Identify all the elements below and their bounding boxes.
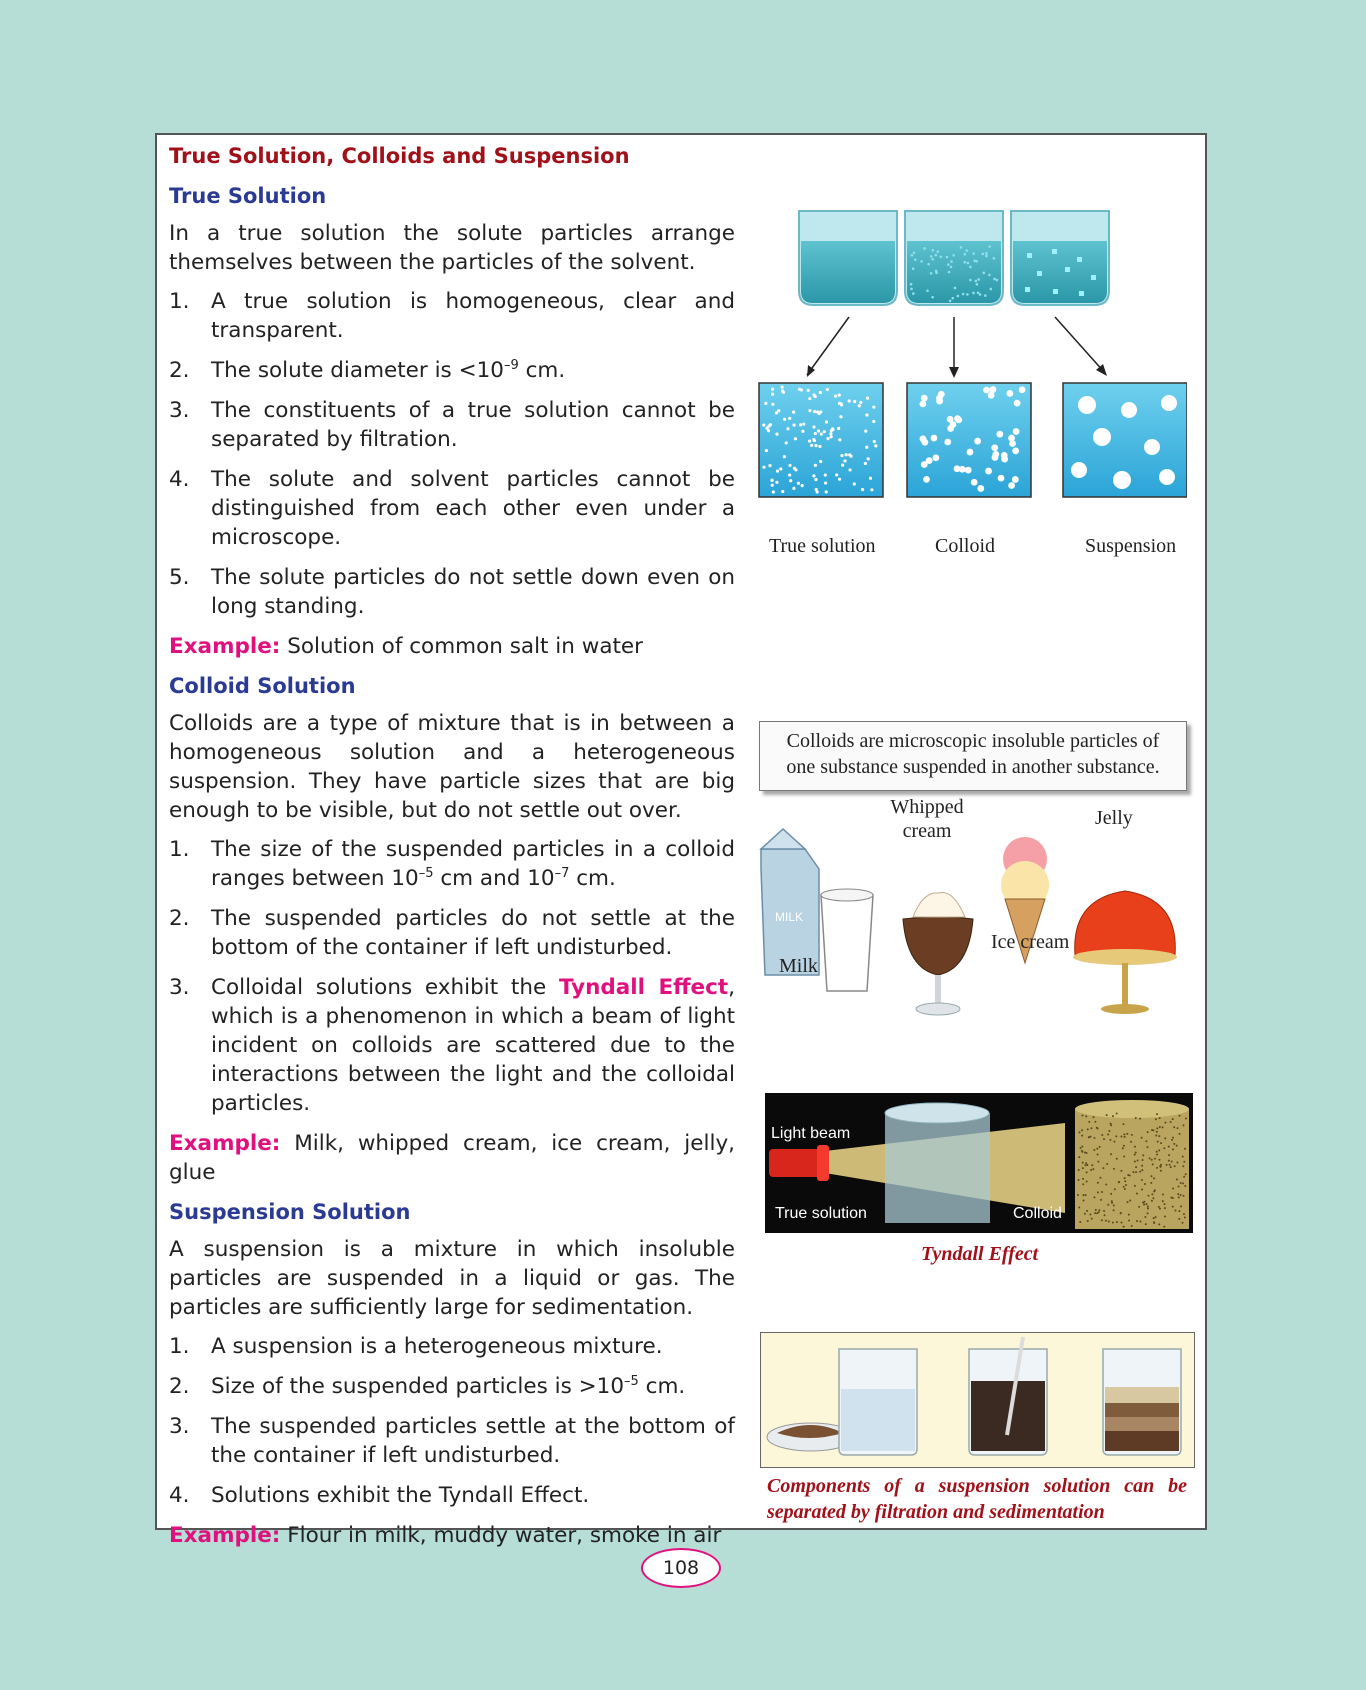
true-solution-micro bbox=[759, 383, 883, 497]
suspension-heading: Suspension Solution bbox=[169, 1200, 411, 1224]
whipped-cream-icon bbox=[903, 893, 973, 1016]
list-item: 1. A true solution is homogeneous, clear and transparent. bbox=[169, 289, 735, 343]
suspension-example: Example: Flour in milk, muddy water, smoke in air bbox=[169, 1523, 722, 1548]
label-ice-cream: Ice cream bbox=[991, 931, 1070, 953]
colloid-example: Example: Milk, whipped cream, ice cream, jelly, glue bbox=[169, 1131, 735, 1185]
list-item: 5. The solute particles do not settle down even on long standing. bbox=[169, 565, 735, 619]
label-suspension: Suspension bbox=[1085, 535, 1177, 557]
colloid-definition-callout: Colloids are microscopic insoluble particles of one substance suspended in another substance. bbox=[759, 721, 1187, 791]
suspension-separation-figure bbox=[760, 1332, 1195, 1468]
label-colloid: Colloid bbox=[935, 535, 996, 557]
jelly-icon bbox=[1073, 891, 1177, 1014]
list-item: 3. Colloidal solutions exhibit the Tyndall Effect, which is a phenomenon in which a beam of light incident on colloids are scattered due to the interactions between the light and the colloidal particles. bbox=[169, 975, 735, 1116]
true-solution-intro: In a true solution the solute particles arrange themselves between the particles of the solvent. bbox=[169, 221, 735, 275]
tyndall-colloid-label: Colloid bbox=[1013, 1205, 1062, 1222]
page-number: 108 bbox=[641, 1548, 721, 1588]
list-item: 4. The solute and solvent particles cannot be distinguished from each other even under a microscope. bbox=[169, 467, 735, 550]
tyndall-effect-figure bbox=[765, 1093, 1193, 1233]
suspension-intro: A suspension is a mixture in which insoluble particles are suspended in a liquid or gas. The particles are sufficiently large for sedimentation. bbox=[169, 1237, 735, 1320]
list-item: 3. The suspended particles settle at the bottom of the container if left undisturbed. bbox=[169, 1414, 735, 1468]
tyndall-caption: Tyndall Effect bbox=[921, 1243, 1039, 1265]
list-item: 2. Size of the suspended particles is $>10^{-5}$ cm. bbox=[169, 1373, 686, 1399]
label-true-solution: True solution bbox=[769, 535, 876, 557]
list-item: 1. The size of the suspended particles in a colloid ranges between $10^{-5}$ cm and $10^{-7}$ cm. bbox=[169, 837, 735, 891]
colloid-heading: Colloid Solution bbox=[169, 674, 356, 698]
beaker-true bbox=[799, 211, 897, 305]
list-item: 2. The solute diameter is $<10^{-9}$ cm. bbox=[169, 357, 566, 383]
tyndall-light-beam-label: Light beam bbox=[771, 1125, 851, 1142]
suspension-caption: Components of a suspension solution can be separated by filtration and sedimentation bbox=[767, 1475, 1187, 1523]
beaker-colloid bbox=[905, 211, 1003, 305]
milk-carton-icon bbox=[761, 829, 819, 975]
colloid-intro: Colloids are a type of mixture that is in between a homogeneous solution and a heterogeneous suspension. They have particle sizes that are big enough to be visible, but do not settle out over. bbox=[169, 711, 735, 823]
true-solution-points bbox=[169, 287, 735, 621]
label-jelly: Jelly bbox=[1095, 807, 1133, 829]
label-milk: Milk bbox=[779, 955, 818, 977]
page-title: True Solution, Colloids and Suspension bbox=[169, 144, 630, 168]
beakers-figure bbox=[757, 205, 1187, 505]
milk-glass-icon bbox=[821, 889, 873, 991]
suspension-points bbox=[169, 1332, 735, 1510]
tyndall-true-solution-label: True solution bbox=[775, 1205, 867, 1222]
list-item: 2. The suspended particles do not settle at the bottom of the container if left undisturbed. bbox=[169, 906, 735, 960]
true-solution-example: Example: Solution of common salt in water bbox=[169, 634, 643, 659]
beaker-suspension bbox=[1011, 211, 1109, 305]
list-item: 4. Solutions exhibit the Tyndall Effect. bbox=[169, 1483, 590, 1508]
list-item: 1. A suspension is a heterogeneous mixture. bbox=[169, 1334, 663, 1359]
colloid-foods-figure bbox=[755, 825, 1195, 1035]
svg-text:MILK: MILK bbox=[775, 910, 804, 924]
colloid-points bbox=[169, 835, 735, 1118]
textbook-page bbox=[155, 133, 1207, 1548]
text-column bbox=[169, 141, 735, 1560]
list-item: 3. The constituents of a true solution cannot be separated by filtration. bbox=[169, 398, 735, 452]
label-whipped-cream: Whipped cream bbox=[890, 796, 964, 842]
true-solution-heading: True Solution bbox=[169, 184, 327, 208]
